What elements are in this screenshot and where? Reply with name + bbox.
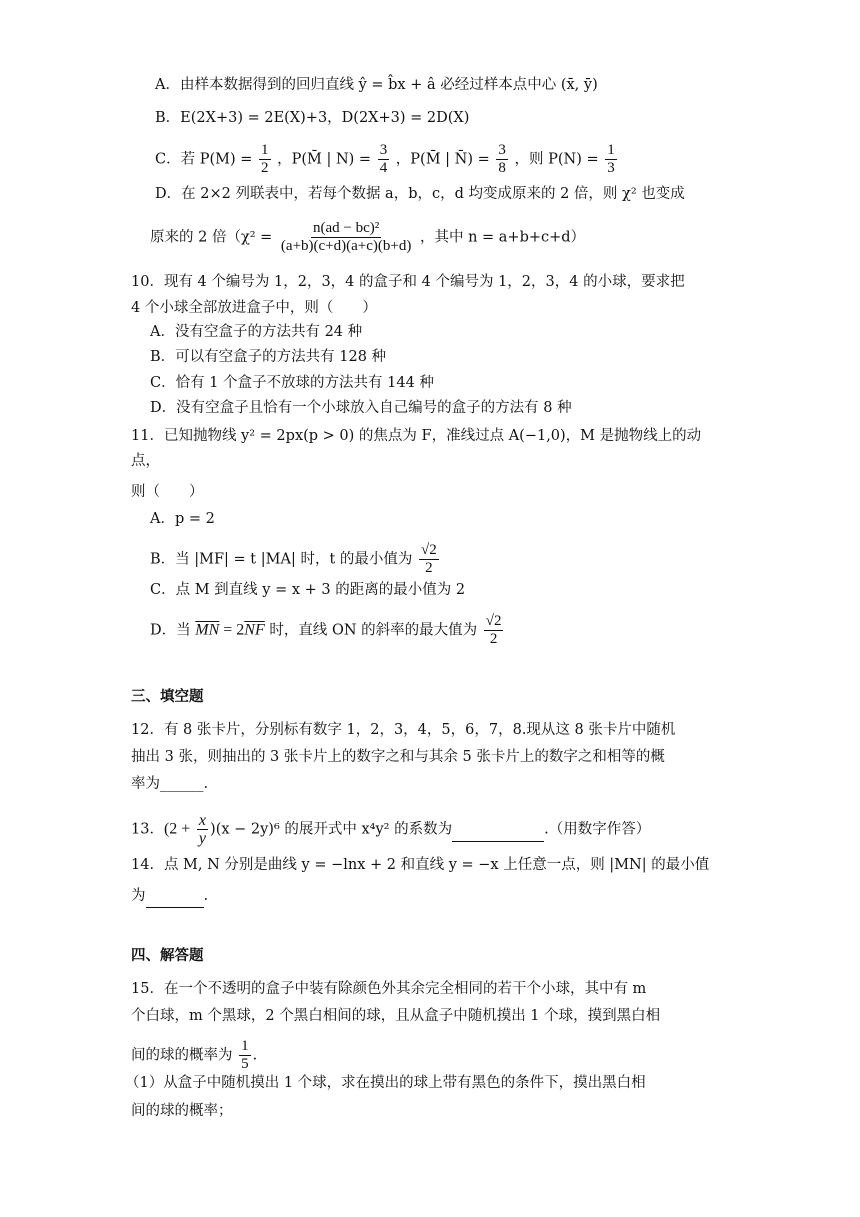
q9-option-c-text: ，P(M̄ | N) = — [277, 151, 372, 168]
q10-stem-line2: 4 个小球全部放进盒子中，则（ ） — [131, 300, 377, 316]
q11-stem-line3: 则（ ） — [131, 484, 204, 500]
chi-square-formula — [279, 220, 413, 255]
q9-option-c-text: ，则 P(N) = — [514, 151, 599, 168]
answer-blank — [452, 819, 544, 842]
fraction-num: x — [198, 812, 207, 829]
q11-option-c: C．点 M 到直线 y = x + 3 的距离的最小值为 2 — [150, 582, 466, 598]
q9-option-a: A．由样本数据得到的回归直线 ŷ = b̂x + â 必经过样本点中心 (x̄, ȳ) — [155, 77, 598, 93]
q12-line3: 率为______. — [131, 776, 209, 792]
q9-option-b: B．E(2X+3) = 2E(X)+3，D(2X+3) = 2D(X) — [155, 110, 470, 126]
section-heading-solutions: 四、解答题 — [131, 948, 204, 964]
fraction-den: (a+b)(c+d)(a+c)(b+d) — [280, 238, 412, 254]
q10-option-d: D．没有空盒子且恰有一个小球放入自己编号的盒子的方法有 8 种 — [150, 400, 572, 416]
q15-line2: 个白球，m 个黑球，2 个黑白相间的球，且从盒子中随机摸出 1 个球，摸到黑白相 — [131, 1008, 661, 1024]
fraction — [484, 613, 504, 648]
fraction-num: 3 — [379, 142, 388, 158]
fraction-den: 8 — [498, 160, 506, 176]
fraction-den: 2 — [425, 560, 433, 576]
q15-line3-post: . — [252, 1047, 258, 1064]
q11-option-b-text: B．当 |MF| = t |MA| 时，t 的最小值为 — [150, 551, 413, 568]
q15-line1: 15．在一个不透明的盒子中装有除颜色外其余完全相同的若干个小球，其中有 m — [131, 981, 647, 997]
q11-option-d-text: 时，直线 ON 的斜率的最大值为 — [269, 622, 478, 639]
q12-line2: 抽出 3 张，则抽出的 3 张卡片上的数字之和与其余 5 张卡片上的数字之和相等的概 — [131, 749, 665, 765]
q10-option-a: A．没有空盒子的方法共有 24 种 — [150, 324, 363, 340]
q10-stem-line1: 10．现有 4 个编号为 1，2，3，4 的盒子和 4 个编号为 1，2，3，4 的小球，要求把 — [131, 274, 685, 290]
q11-option-b — [150, 542, 441, 577]
fraction-num: 1 — [241, 1038, 249, 1054]
q13-expr-a: (2 + — [163, 820, 191, 838]
q13 — [131, 812, 650, 847]
fraction-num: √2 — [421, 542, 437, 558]
q15-sub1-line1: （1）从盒子中随机摸出 1 个球，求在摸出的球上带有黑色的条件下，摸出黑白相 — [125, 1075, 646, 1091]
q11-option-d — [150, 613, 505, 648]
q10-option-c: C．恰有 1 个盒子不放球的方法共有 144 种 — [150, 375, 434, 391]
q11-option-d-text: D．当 — [150, 622, 191, 639]
q15-sub1-line2: 间的球的概率； — [131, 1103, 233, 1119]
fraction-num: 1 — [261, 142, 269, 158]
q13-expr-b: )(x − 2y)⁶ 的展开式中 x⁴y² 的系数为 — [210, 821, 453, 838]
fraction-num: 1 — [607, 142, 615, 158]
fraction — [239, 1038, 251, 1073]
fraction — [378, 142, 390, 177]
q14-line2-post: . — [203, 888, 209, 904]
q9-option-d-line1: D．在 2×2 列联表中，若每个数据 a，b，c，d 均变成原来的 2 倍，则 χ² 也变成 — [155, 186, 685, 202]
q14-line2-text: 为 — [131, 888, 146, 904]
fraction — [419, 542, 439, 577]
q11-stem-line1: 11．已知抛物线 y² = 2px(p > 0) 的焦点为 F，准线过点 A(−1,0)，M 是抛物线上的动 — [131, 428, 702, 444]
q15-line3 — [131, 1038, 257, 1073]
q11-option-a: A．p = 2 — [150, 511, 215, 527]
q12-line1: 12．有 8 张卡片，分别标有数字 1，2，3，4，5，6，7，8.现从这 8 张卡片中随机 — [131, 722, 676, 738]
vector-nf: $\overline{NF}$ — [244, 621, 265, 639]
q9-option-c — [155, 142, 619, 177]
fraction-den: 4 — [379, 160, 388, 176]
fraction — [197, 812, 208, 847]
fraction-den: 2 — [261, 160, 269, 176]
q9-option-c-text: C．若 P(M) = — [155, 151, 253, 168]
q13-number: 13． — [131, 821, 164, 838]
q11-stem-line2: 点， — [131, 453, 160, 469]
q9-option-d-text: 原来的 2 倍（χ² = — [150, 229, 273, 246]
fraction-num: 3 — [498, 142, 506, 158]
fraction — [496, 142, 508, 177]
q11-option-d-eq: = 2 — [219, 621, 245, 639]
fraction — [259, 142, 271, 177]
fraction-num: n(ad − bc)² — [313, 220, 380, 236]
q15-line3-text: 间的球的概率为 — [131, 1047, 233, 1064]
fraction-den: y — [198, 830, 207, 847]
q14-line1: 14．点 M, N 分别是曲线 y = −lnx + 2 和直线 y = −x 上任意一点，则 |MN| 的最小值 — [131, 857, 710, 873]
answer-blank — [146, 885, 204, 908]
fraction — [605, 142, 617, 177]
section-heading-fill-in: 三、填空题 — [131, 689, 204, 705]
q13-post: .（用数字作答） — [544, 821, 651, 838]
q9-option-d-text: ，其中 n = a+b+c+d） — [419, 229, 586, 246]
fraction-den: 5 — [241, 1056, 249, 1072]
q9-option-d-line2 — [150, 220, 585, 255]
q9-option-c-text: ，P(M̄ | N̄) = — [395, 151, 490, 168]
fraction-num: √2 — [485, 613, 502, 629]
q10-option-b: B．可以有空盒子的方法共有 128 种 — [150, 349, 387, 365]
vector-mn: $\overline{MN}$ — [195, 621, 220, 639]
fraction-den: 2 — [489, 631, 498, 647]
fraction-den: 3 — [607, 160, 615, 176]
q14-line2 — [131, 885, 208, 908]
